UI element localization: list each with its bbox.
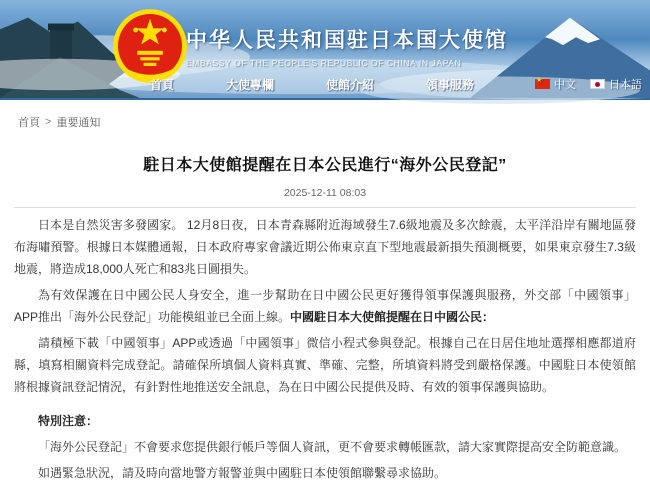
- nav-items: [150, 76, 474, 93]
- breadcrumb-separator: >: [45, 116, 52, 128]
- nav-item-ambassador-column[interactable]: 大使專欄: [226, 77, 275, 92]
- embassy-title-chinese: 中华人民共和国驻日本国大使馆: [186, 29, 508, 52]
- language-switcher: [535, 76, 642, 92]
- special-notice-heading: 特別注意：: [38, 414, 99, 428]
- paragraph-disaster-overview: 日本是自然災害多發國家。 12月8日夜，日本青森縣附近海域發生7.6級地震及多次餘震，太平洋沿岸有關地區發布海嘯預警。根據日本媒體通報，日本政府專家會議近期公佈東京直下型地震最新損失預測概要，如果東京發生7.3級地震，將造成18,000人死亡和83兆日圓損失。: [14, 218, 636, 276]
- article: [0, 152, 650, 484]
- japan-flag-icon: [590, 79, 605, 89]
- embassy-reminder-bold-text: 中國駐日本大使館提醒在日中國公民：: [290, 310, 495, 324]
- article-body: [14, 214, 636, 484]
- breadcrumb-home[interactable]: 首頁: [18, 117, 40, 129]
- lang-chinese[interactable]: [535, 76, 576, 92]
- nav-item-home[interactable]: 首頁: [150, 77, 175, 92]
- article-title: 駐日本大使館提醒在日本公民進行“海外公民登記”: [143, 157, 507, 174]
- embassy-title-english: EMBASSY OF THE PEOPLE'S REPUBLIC OF CHINA IN JAPAN: [186, 58, 462, 68]
- main-navigation: [150, 74, 642, 94]
- breadcrumb-current[interactable]: 重要通知: [56, 117, 101, 129]
- nav-item-consular-service[interactable]: 領事服務: [426, 77, 475, 92]
- lang-japanese[interactable]: [590, 76, 642, 92]
- article-date: 2025-12-11 08:03: [283, 187, 367, 199]
- site-banner: [0, 0, 650, 100]
- lang-japanese-label: 日本語: [609, 79, 642, 91]
- paragraph-registration-launch: 為有效保護在日中國公民人身安全，進一步幫助在日中國公民更好獲得領事保護與服務，外交部「中國領事」APP推出「海外公民登記」功能模組並已全面上線。中國駐日本大使館提醒在日中國公民：: [14, 288, 636, 324]
- paragraph-how-to-register: 請積極下載「中國領事」APP或透過「中國領事」微信小程式參與登記。根據自己在日居住地址選擇相應都道府縣，填寫相關資料完成登記。請確保所填個人資料真實、準確、完整，所填資料將受到嚴格保護。中國駐日本使領館將根據資訊登記情況，有針對性地推送安全訊息，為在日中國公民提供及時、有效的領事保護與協助。: [14, 336, 636, 394]
- paragraph-anti-fraud-warning: 「海外公民登記」不會要求您提供銀行帳戶等個人資訊，更不會要求轉帳匯款，請大家實際提高安全防範意識。: [38, 440, 627, 454]
- china-flag-icon: [535, 79, 550, 89]
- paragraph-emergency-contact: 如遇緊急狀況，請及時向當地警方報警並與中國駐日本使領館聯繫尋求協助。: [38, 466, 447, 480]
- lang-chinese-label: 中文: [554, 79, 576, 91]
- banner-titles: [186, 24, 508, 68]
- title-divider: [14, 207, 636, 208]
- nav-item-embassy-intro[interactable]: 使館介紹: [326, 77, 375, 92]
- breadcrumb: [0, 100, 650, 130]
